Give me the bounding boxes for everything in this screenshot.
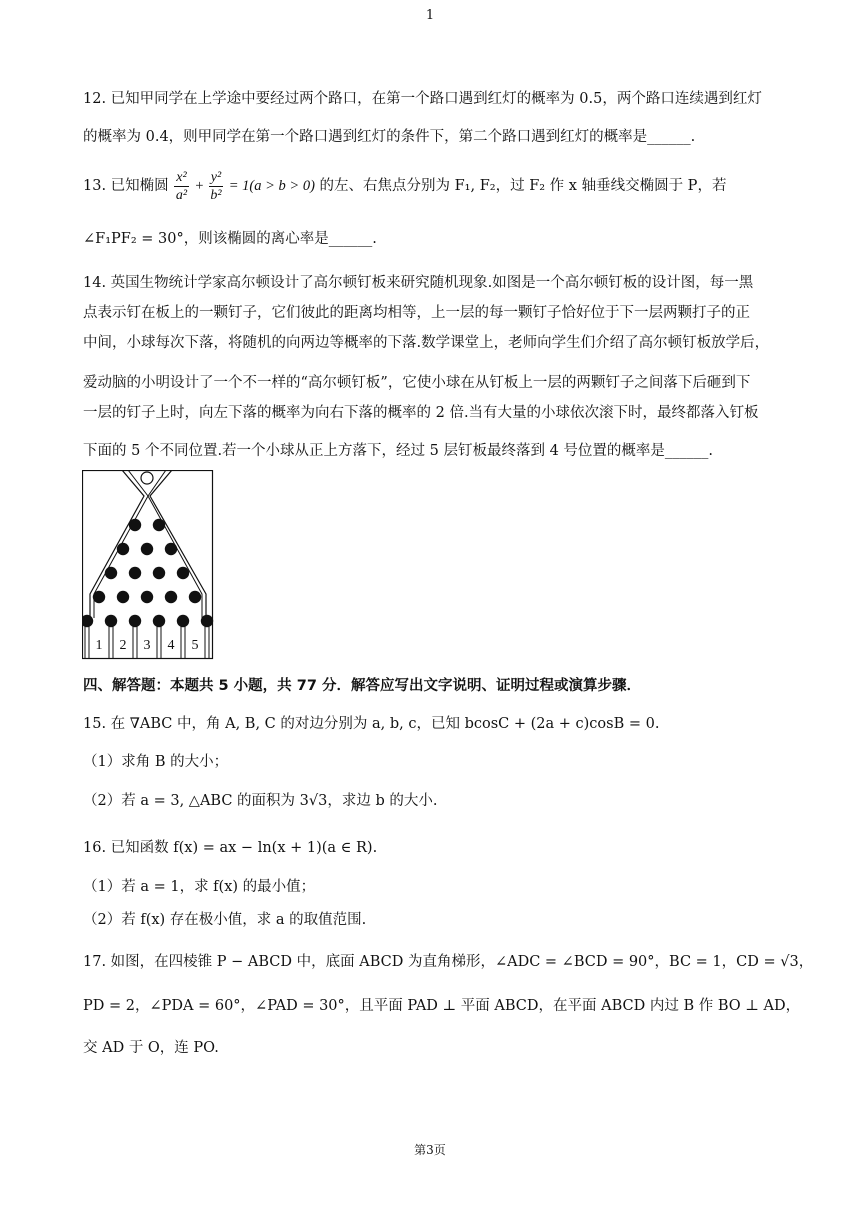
slot-dividers bbox=[85, 621, 209, 658]
peg bbox=[165, 543, 177, 555]
slot-label: 5 bbox=[191, 638, 199, 653]
q17-line-3: 交 AD 于 O，连 PO. bbox=[83, 1040, 219, 1056]
q13-prefix: 13. 已知椭圆 bbox=[83, 178, 174, 194]
q14-line-3: 中间，小球每次下落，将随机的向两边等概率的下落.数学课堂上，老师向学生们介绍了高尔顿钉板放学后， bbox=[83, 335, 770, 351]
peg bbox=[105, 567, 117, 579]
page-number: 1 bbox=[425, 8, 435, 23]
fraction-numerator: x² bbox=[176, 169, 187, 185]
q15-part-2: （2）若 a = 3, △ABC 的面积为 3√3，求边 b 的大小. bbox=[83, 793, 438, 809]
figure-frame bbox=[83, 471, 213, 659]
peg bbox=[129, 615, 141, 627]
galton-board-figure bbox=[82, 470, 214, 664]
peg bbox=[153, 519, 165, 531]
q16-stem: 16. 已知函数 f(x) = ax − ln(x + 1)(a ∈ R). bbox=[83, 840, 378, 856]
slot-label: 4 bbox=[167, 638, 175, 653]
slot-label: 1 bbox=[95, 638, 103, 653]
q12-line-2: 的概率为 0.4，则甲同学在第一个路口遇到红灯的条件下，第二个路口遇到红灯的概率是______. bbox=[83, 129, 696, 145]
galton-board-diagram bbox=[82, 470, 214, 660]
peg bbox=[93, 591, 105, 603]
ellipse-fraction-x bbox=[174, 169, 188, 204]
peg bbox=[165, 591, 177, 603]
q14-line-5: 一层的钉子上时，向左下落的概率为向右下落的概率的 2 倍.当有大量的小球依次滚下时，最终都落入钉板 bbox=[83, 405, 759, 421]
peg bbox=[105, 615, 117, 627]
q15-part-1: （1）求角 B 的大小； bbox=[83, 754, 229, 770]
peg bbox=[201, 615, 213, 627]
q17-line-1: 17. 如图，在四棱锥 P − ABCD 中，底面 ABCD 为直角梯形，∠ADC = ∠BCD = 90°，BC = 1，CD = √3， bbox=[83, 954, 814, 970]
peg bbox=[153, 567, 165, 579]
q17-line-2: PD = 2，∠PDA = 60°，∠PAD = 30°，且平面 PAD ⊥ 平面 ABCD，在平面 ABCD 内过 B 作 BO ⊥ AD， bbox=[83, 998, 801, 1014]
peg bbox=[153, 615, 165, 627]
q13-line-2: ∠F₁PF₂ = 30°，则该椭圆的离心率是______. bbox=[83, 231, 377, 247]
q15-stem: 15. 在 ∇ABC 中，角 A, B, C 的对边分别为 a, b, c，已知 bcosC + (2a + c)cosB = 0. bbox=[83, 716, 660, 732]
q12-line-1: 12. 已知甲同学在上学途中要经过两个路口，在第一个路口遇到红灯的概率为 0.5，两个路口连续遇到红灯 bbox=[83, 91, 762, 107]
ellipse-fraction-y bbox=[209, 169, 223, 204]
ball-icon bbox=[141, 472, 153, 484]
footer-page-label: 第3页 bbox=[414, 1143, 446, 1157]
peg bbox=[117, 543, 129, 555]
peg bbox=[189, 591, 201, 603]
peg bbox=[141, 543, 153, 555]
q14-line-4: 爱动脑的小明设计了一个不一样的“高尔顿钉板”，它使小球在从钉板上一层的两颗钉子之间落下后砸到下 bbox=[83, 375, 751, 391]
section-heading: 四、解答题：本题共 5 小题，共 77 分．解答应写出文字说明、证明过程或演算步骤． bbox=[83, 678, 641, 694]
fraction-denominator: a² bbox=[175, 187, 188, 203]
peg bbox=[117, 591, 129, 603]
q16-part-2: （2）若 f(x) 存在极小值，求 a 的取值范围. bbox=[83, 912, 367, 928]
slot-label: 3 bbox=[143, 638, 151, 653]
peg bbox=[129, 519, 141, 531]
q13-rest: 的左、右焦点分别为 F₁, F₂，过 F₂ 作 x 轴垂线交椭圆于 P，若 bbox=[319, 178, 727, 194]
plus-sign: + bbox=[194, 178, 208, 194]
q14-line-2: 点表示钉在板上的一颗钉子，它们彼此的距离均相等，上一层的每一颗钉子恰好位于下一层两颗打子的正 bbox=[83, 305, 750, 321]
fraction-denominator: b² bbox=[210, 187, 222, 203]
peg bbox=[141, 591, 153, 603]
peg bbox=[82, 615, 93, 627]
peg bbox=[129, 567, 141, 579]
fraction-numerator: y² bbox=[210, 169, 222, 185]
peg bbox=[177, 567, 189, 579]
q16-part-1: （1）若 a = 1，求 f(x) 的最小值； bbox=[83, 879, 316, 895]
q14-line-6: 下面的 5 个不同位置.若一个小球从正上方落下，经过 5 层钉板最终落到 4 号位置的概率是______. bbox=[83, 443, 714, 459]
ellipse-condition: = 1(a > b > 0) bbox=[228, 178, 315, 194]
q14-line-1: 14. 英国生物统计学家高尔顿设计了高尔顿钉板来研究随机现象.如图是一个高尔顿钉板的设计图，每一黑 bbox=[83, 275, 754, 291]
peg bbox=[177, 615, 189, 627]
q13-line-1 bbox=[83, 162, 783, 210]
slot-label: 2 bbox=[119, 638, 127, 653]
